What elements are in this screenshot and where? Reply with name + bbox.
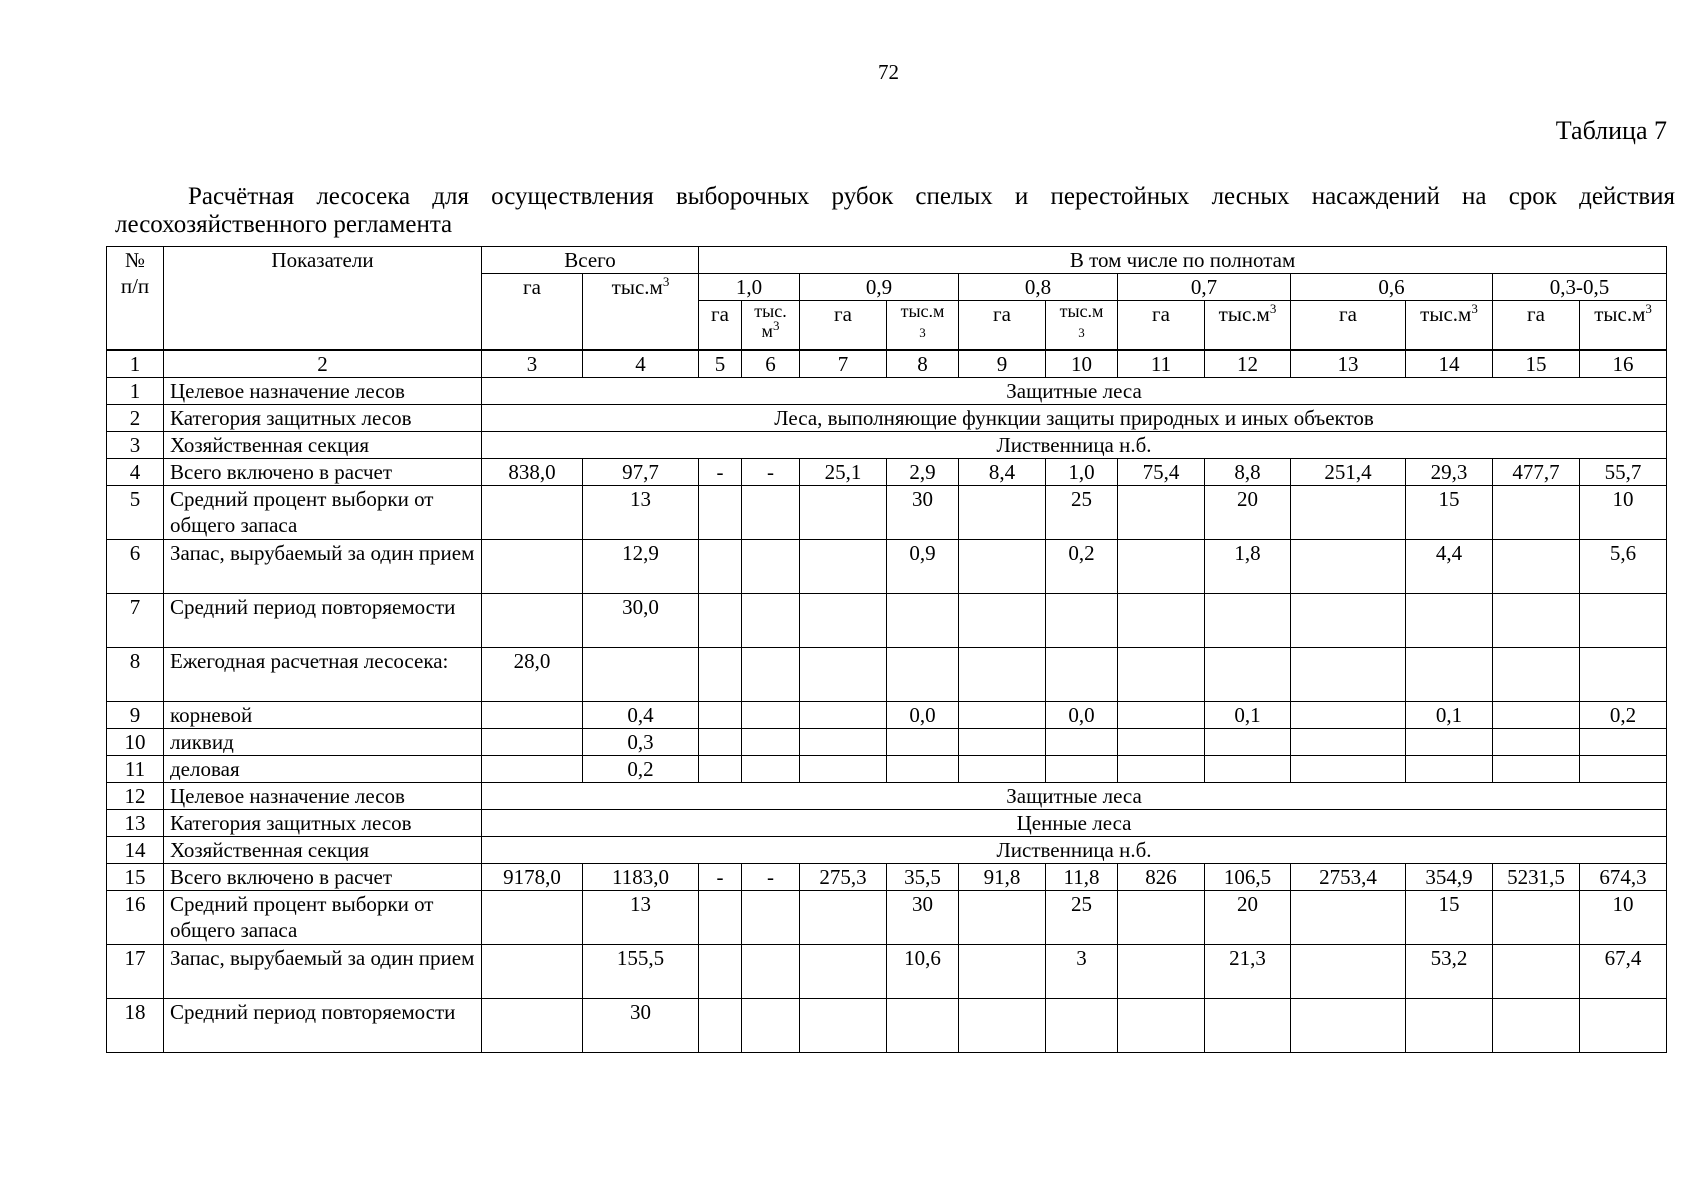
table-cell: 106,5	[1205, 864, 1291, 891]
table-cell	[1205, 648, 1291, 702]
table-cell	[1291, 540, 1406, 594]
header-density-4: 0,7	[1118, 274, 1291, 301]
table-cell	[1493, 486, 1580, 540]
header-indicators: Показатели	[164, 247, 482, 350]
table-cell	[1118, 945, 1205, 999]
table-cell: 25,1	[800, 459, 887, 486]
table-cell: 12,9	[583, 540, 699, 594]
column-number-row	[107, 351, 1667, 378]
table-cell: 10,6	[887, 945, 959, 999]
table-cell: 11,8	[1046, 864, 1118, 891]
column-number: 3	[482, 351, 583, 378]
table-cell: 20	[1205, 486, 1291, 540]
table-cell	[482, 594, 583, 648]
row-label: деловая	[164, 756, 482, 783]
table-row	[107, 432, 1667, 459]
table-cell	[887, 999, 959, 1053]
column-number: 16	[1580, 351, 1667, 378]
table-cell: -	[699, 459, 742, 486]
header-density-5: 0,6	[1291, 274, 1493, 301]
row-number: 9	[107, 702, 164, 729]
merged-value-cell: Лиственница н.б.	[482, 837, 1667, 864]
merged-value-cell: Леса, выполняющие функции защиты природных и иных объектов	[482, 405, 1667, 432]
table-cell	[699, 702, 742, 729]
row-number: 8	[107, 648, 164, 702]
table-cell: 29,3	[1406, 459, 1493, 486]
row-number: 18	[107, 999, 164, 1053]
table-cell: 251,4	[1291, 459, 1406, 486]
table-cell	[800, 891, 887, 945]
table-row	[107, 891, 1667, 945]
table-cell	[742, 648, 800, 702]
table-cell: 20	[1205, 891, 1291, 945]
row-number: 15	[107, 864, 164, 891]
table-cell	[1406, 729, 1493, 756]
table-cell	[1118, 756, 1205, 783]
column-number: 4	[583, 351, 699, 378]
table-cell	[742, 540, 800, 594]
table-cell: 30	[583, 999, 699, 1053]
table-cell: 15	[1406, 486, 1493, 540]
row-label: Запас, вырубаемый за один прием	[164, 540, 482, 594]
table-cell: 275,3	[800, 864, 887, 891]
header-density-6: 0,3-0,5	[1493, 274, 1667, 301]
table-cell	[699, 891, 742, 945]
table-cell: 674,3	[1580, 864, 1667, 891]
table-cell	[742, 945, 800, 999]
header-volume: $тыс.м^3$	[1205, 301, 1291, 350]
table-cell	[1291, 594, 1406, 648]
row-label: Категория защитных лесов	[164, 405, 482, 432]
page-number: 72	[878, 60, 899, 84]
column-number: 5	[699, 351, 742, 378]
column-number: 15	[1493, 351, 1580, 378]
table-cell	[1406, 999, 1493, 1053]
table-cell: -	[699, 864, 742, 891]
table-cell	[800, 540, 887, 594]
table-cell	[482, 486, 583, 540]
table-row	[107, 864, 1667, 891]
table-cell	[1291, 702, 1406, 729]
header-total-volume: $тыс.м^3$	[583, 274, 699, 350]
table-cell: 53,2	[1406, 945, 1493, 999]
table-cell: 13	[583, 891, 699, 945]
header-including-by-density: В том числе по полнотам	[699, 247, 1667, 274]
table-cell: 2,9	[887, 459, 959, 486]
table-cell	[1493, 729, 1580, 756]
table-label: Таблица 7	[1555, 116, 1667, 145]
column-number: 13	[1291, 351, 1406, 378]
table-cell	[1118, 540, 1205, 594]
table-row	[107, 756, 1667, 783]
table-cell: 155,5	[583, 945, 699, 999]
table-cell	[959, 891, 1046, 945]
row-number: 11	[107, 756, 164, 783]
cutting-area-table	[106, 246, 1667, 1053]
column-number: 10	[1046, 351, 1118, 378]
table-cell: 30	[887, 486, 959, 540]
table-cell: -	[742, 459, 800, 486]
table-cell: 28,0	[482, 648, 583, 702]
table-cell	[959, 756, 1046, 783]
row-label: корневой	[164, 702, 482, 729]
table-cell	[959, 999, 1046, 1053]
table-row	[107, 486, 1667, 540]
table-cell	[800, 594, 887, 648]
table-cell	[800, 702, 887, 729]
table-cell: 1183,0	[583, 864, 699, 891]
table-cell	[1046, 648, 1118, 702]
table-cell: 97,7	[583, 459, 699, 486]
table-cell	[1580, 648, 1667, 702]
table-cell	[1493, 999, 1580, 1053]
header-total: Всего	[482, 247, 699, 274]
table-cell: 8,4	[959, 459, 1046, 486]
table-row	[107, 540, 1667, 594]
row-label: Целевое назначение лесов	[164, 378, 482, 405]
table-cell	[1580, 594, 1667, 648]
table-cell	[1118, 648, 1205, 702]
header-ha: га	[1118, 301, 1205, 350]
table-row	[107, 405, 1667, 432]
table-cell	[699, 486, 742, 540]
table-cell: 8,8	[1205, 459, 1291, 486]
row-label: Средний процент выборки от общего запаса	[164, 486, 482, 540]
table-cell	[1205, 729, 1291, 756]
table-cell	[1205, 756, 1291, 783]
row-label: ликвид	[164, 729, 482, 756]
table-cell: 477,7	[1493, 459, 1580, 486]
table-cell	[959, 540, 1046, 594]
row-label: Ежегодная расчетная лесосека:	[164, 648, 482, 702]
row-number: 5	[107, 486, 164, 540]
row-number: 16	[107, 891, 164, 945]
table-cell	[742, 486, 800, 540]
table-cell: 4,4	[1406, 540, 1493, 594]
table-cell	[742, 999, 800, 1053]
table-cell: 0,4	[583, 702, 699, 729]
header-ha: га	[1493, 301, 1580, 350]
table-cell	[482, 729, 583, 756]
table-cell: 55,7	[1580, 459, 1667, 486]
table-row	[107, 702, 1667, 729]
table-cell	[1046, 594, 1118, 648]
table-cell	[742, 756, 800, 783]
header-ha: га	[1291, 301, 1406, 350]
table-cell	[887, 756, 959, 783]
table-cell	[1580, 729, 1667, 756]
column-number: 14	[1406, 351, 1493, 378]
table-cell: -	[742, 864, 800, 891]
row-label: Хозяйственная секция	[164, 432, 482, 459]
table-cell	[1046, 756, 1118, 783]
table-cell	[887, 594, 959, 648]
table-cell	[699, 756, 742, 783]
row-label: Средний процент выборки от общего запаса	[164, 891, 482, 945]
table-cell: 21,3	[1205, 945, 1291, 999]
table-cell	[959, 702, 1046, 729]
row-number: 1	[107, 378, 164, 405]
column-number: 6	[742, 351, 800, 378]
table-cell: 0,2	[1580, 702, 1667, 729]
row-label: Всего включено в расчет	[164, 459, 482, 486]
table-cell	[1291, 486, 1406, 540]
table-cell	[1580, 999, 1667, 1053]
table-cell	[583, 648, 699, 702]
header-density-2: 0,9	[800, 274, 959, 301]
table-row	[107, 783, 1667, 810]
table-cell	[887, 648, 959, 702]
row-label: Всего включено в расчет	[164, 864, 482, 891]
table-cell: 67,4	[1580, 945, 1667, 999]
table-row	[107, 648, 1667, 702]
table-cell: 0,1	[1406, 702, 1493, 729]
table-cell: 15	[1406, 891, 1493, 945]
header-volume: тыс.м 3	[887, 301, 959, 350]
table-cell	[1291, 999, 1406, 1053]
table-cell: 0,3	[583, 729, 699, 756]
table-cell	[1493, 648, 1580, 702]
table-row	[107, 459, 1667, 486]
row-number: 14	[107, 837, 164, 864]
table-cell: 30	[887, 891, 959, 945]
row-number: 4	[107, 459, 164, 486]
column-number: 1	[107, 351, 164, 378]
table-row	[107, 837, 1667, 864]
table-cell	[887, 729, 959, 756]
table-cell: 838,0	[482, 459, 583, 486]
table-cell	[1291, 891, 1406, 945]
row-label: Запас, вырубаемый за один прием	[164, 945, 482, 999]
table-cell	[699, 648, 742, 702]
row-label: Категория защитных лесов	[164, 810, 482, 837]
table-caption: Расчётная лесосека для осуществления выборочных рубок спелых и перестойных лесных насаждений на срок действия лесохозяйственного регламента	[115, 183, 1675, 238]
table-row	[107, 810, 1667, 837]
table-cell: 1,8	[1205, 540, 1291, 594]
table-cell: 10	[1580, 486, 1667, 540]
table-cell	[800, 729, 887, 756]
table-cell	[1118, 999, 1205, 1053]
header-total-ha: га	[482, 274, 583, 350]
header-ha: га	[959, 301, 1046, 350]
header-ha: га	[699, 301, 742, 350]
row-label: Средний период повторяемости	[164, 594, 482, 648]
table-cell: 0,2	[1046, 540, 1118, 594]
table-row	[107, 378, 1667, 405]
table-cell	[1406, 756, 1493, 783]
table-cell: 10	[1580, 891, 1667, 945]
table-cell	[1205, 999, 1291, 1053]
table-cell	[1205, 594, 1291, 648]
table-cell: 1,0	[1046, 459, 1118, 486]
table-cell	[959, 648, 1046, 702]
table-cell: 30,0	[583, 594, 699, 648]
table-cell: 91,8	[959, 864, 1046, 891]
row-number: 13	[107, 810, 164, 837]
table-cell	[1406, 594, 1493, 648]
row-label: Хозяйственная секция	[164, 837, 482, 864]
table-row	[107, 945, 1667, 999]
table-row	[107, 999, 1667, 1053]
table-cell: 25	[1046, 891, 1118, 945]
table-cell	[959, 945, 1046, 999]
table-cell	[1291, 945, 1406, 999]
table-cell	[1118, 729, 1205, 756]
row-number: 3	[107, 432, 164, 459]
header-volume: тыс. $м^3$	[742, 301, 800, 350]
table-cell	[1118, 594, 1205, 648]
row-label: Целевое назначение лесов	[164, 783, 482, 810]
column-number: 11	[1118, 351, 1205, 378]
table-cell	[1493, 945, 1580, 999]
header-ha: га	[800, 301, 887, 350]
table-cell	[699, 594, 742, 648]
table-cell	[1493, 540, 1580, 594]
table-cell	[699, 999, 742, 1053]
table-cell	[1493, 594, 1580, 648]
table-cell	[1493, 702, 1580, 729]
table-cell	[1580, 756, 1667, 783]
table-cell	[482, 999, 583, 1053]
row-number: 7	[107, 594, 164, 648]
table-cell	[800, 945, 887, 999]
table-cell: 0,1	[1205, 702, 1291, 729]
header-volume: $тыс.м^3$	[1406, 301, 1493, 350]
merged-value-cell: Защитные леса	[482, 378, 1667, 405]
table-cell	[1291, 756, 1406, 783]
table-cell	[1046, 999, 1118, 1053]
table-cell: 35,5	[887, 864, 959, 891]
row-label: Средний период повторяемости	[164, 999, 482, 1053]
table-cell: 0,0	[887, 702, 959, 729]
table-cell: 25	[1046, 486, 1118, 540]
table-cell: 0,0	[1046, 702, 1118, 729]
header-density-1: 1,0	[699, 274, 800, 301]
table-cell: 75,4	[1118, 459, 1205, 486]
table-row	[107, 594, 1667, 648]
table-cell	[1046, 729, 1118, 756]
header-volume: $тыс.м^3$	[1580, 301, 1667, 350]
table-cell	[1493, 756, 1580, 783]
table-cell: 9178,0	[482, 864, 583, 891]
table-cell: 5231,5	[1493, 864, 1580, 891]
table-cell: 826	[1118, 864, 1205, 891]
row-number: 17	[107, 945, 164, 999]
table-cell: 2753,4	[1291, 864, 1406, 891]
column-number: 12	[1205, 351, 1291, 378]
table-cell	[1493, 891, 1580, 945]
column-number: 2	[164, 351, 482, 378]
table-cell	[959, 594, 1046, 648]
table-cell	[699, 540, 742, 594]
table-cell	[482, 702, 583, 729]
table-cell	[1406, 648, 1493, 702]
table-cell	[742, 729, 800, 756]
table-cell: 0,2	[583, 756, 699, 783]
table-cell	[959, 486, 1046, 540]
header-volume: тыс.м 3	[1046, 301, 1118, 350]
table-cell: 5,6	[1580, 540, 1667, 594]
table-cell: 0,9	[887, 540, 959, 594]
table-cell	[1118, 891, 1205, 945]
table-cell: 354,9	[1406, 864, 1493, 891]
row-number: 6	[107, 540, 164, 594]
column-number: 7	[800, 351, 887, 378]
table-cell	[1291, 729, 1406, 756]
table-cell	[1118, 702, 1205, 729]
header-row-number: № п/п	[107, 247, 164, 350]
merged-value-cell: Лиственница н.б.	[482, 432, 1667, 459]
table-cell	[699, 945, 742, 999]
table-cell	[1118, 486, 1205, 540]
table-cell	[800, 648, 887, 702]
header-density-3: 0,8	[959, 274, 1118, 301]
row-number: 2	[107, 405, 164, 432]
table-cell	[482, 945, 583, 999]
table-cell	[1291, 648, 1406, 702]
table-cell	[800, 486, 887, 540]
column-number: 8	[887, 351, 959, 378]
column-number: 9	[959, 351, 1046, 378]
row-number: 12	[107, 783, 164, 810]
table-cell	[959, 729, 1046, 756]
table-cell	[482, 756, 583, 783]
table-cell	[482, 891, 583, 945]
merged-value-cell: Ценные леса	[482, 810, 1667, 837]
row-number: 10	[107, 729, 164, 756]
table-cell	[742, 702, 800, 729]
table-cell	[699, 729, 742, 756]
table-cell	[800, 999, 887, 1053]
table-cell	[482, 540, 583, 594]
table-row	[107, 729, 1667, 756]
table-cell: 3	[1046, 945, 1118, 999]
table-cell: 13	[583, 486, 699, 540]
table-cell	[742, 594, 800, 648]
table-cell	[800, 756, 887, 783]
merged-value-cell: Защитные леса	[482, 783, 1667, 810]
table-cell	[742, 891, 800, 945]
